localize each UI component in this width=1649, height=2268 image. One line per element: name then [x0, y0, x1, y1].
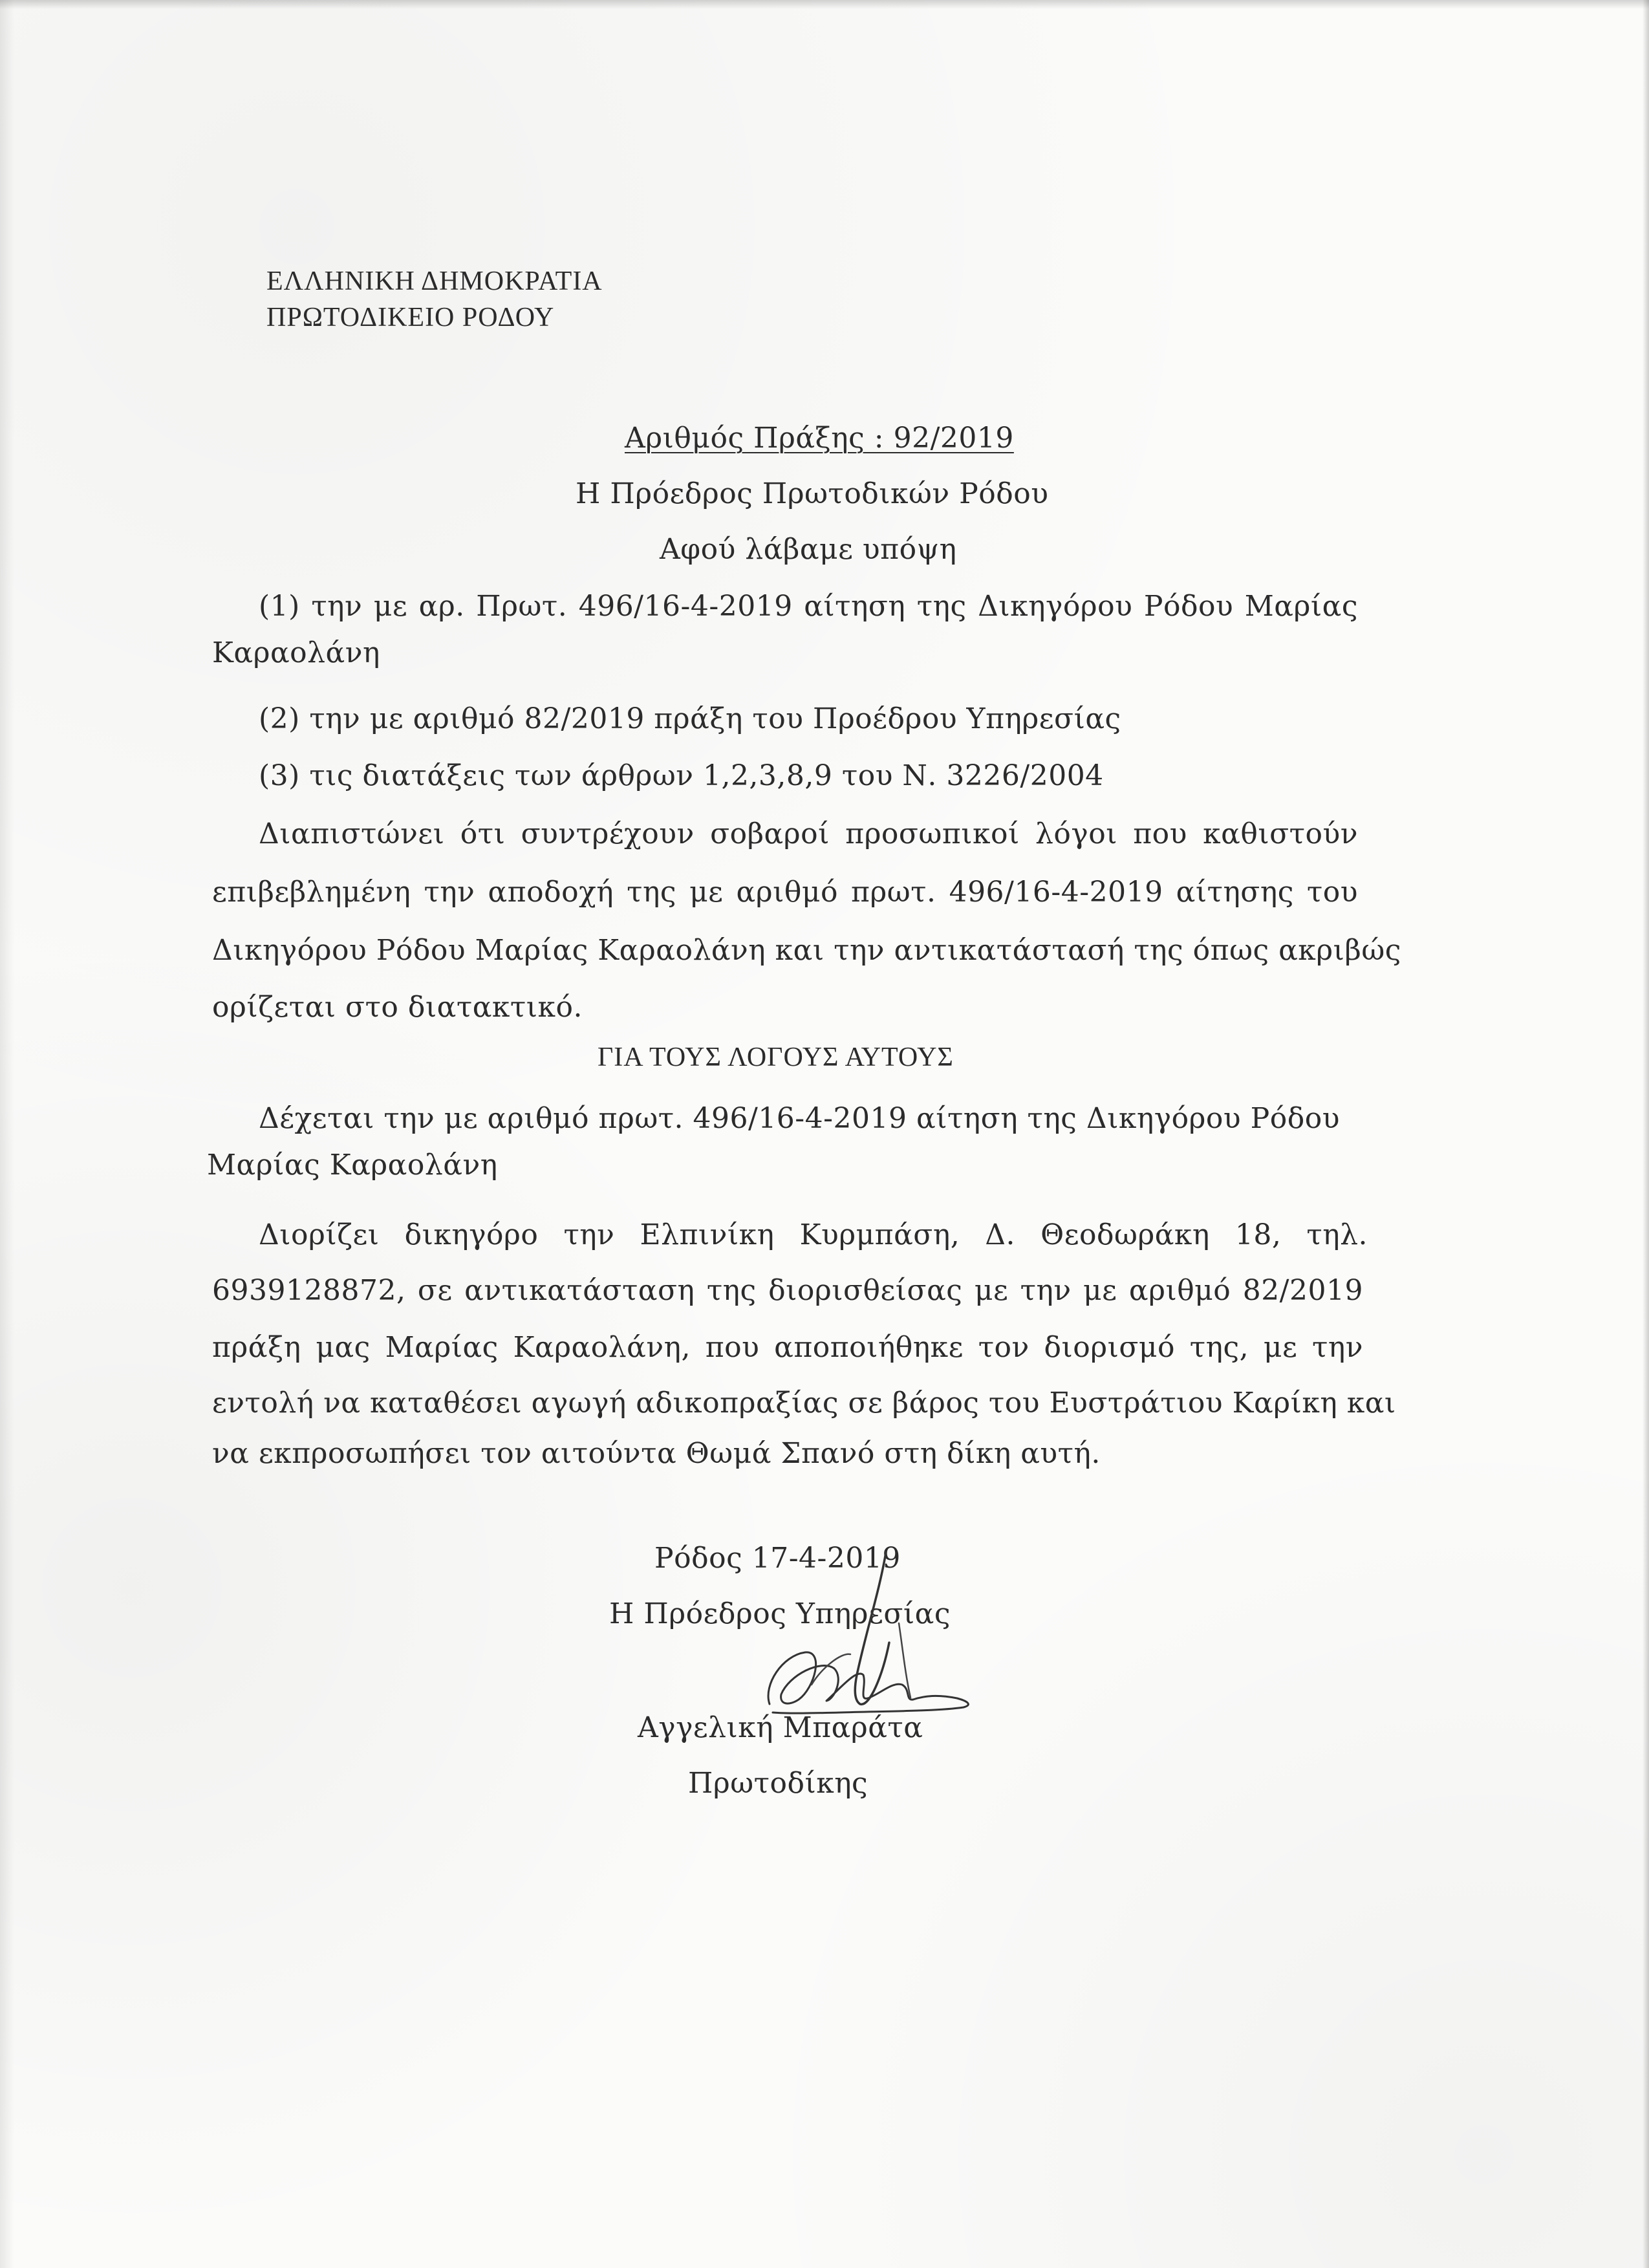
accepts-line-1: Δέχεται την με αριθμό πρωτ. 496/16-4-2019 αίτηση της Δικηγόρου Ρόδου	[259, 1102, 1340, 1135]
appoints-line-5: να εκπροσωπήσει τον αιτούντα Θωμά Σπανό στη δίκη αυτή.	[212, 1437, 1101, 1470]
appoints-line-2: 6939128872, σε αντικατάσταση της διορισθείσας με την με αριθμό 82/2019	[212, 1274, 1363, 1307]
item-3: (3) τις διατάξεις των άρθρων 1,2,3,8,9 του Ν. 3226/2004	[259, 759, 1104, 792]
item-2: (2) την με αριθμό 82/2019 πράξη του Προέδρου Υπηρεσίας	[259, 702, 1121, 735]
signatory-role: Η Πρόεδρος Υπηρεσίας	[609, 1597, 951, 1630]
finding-line-3: Δικηγόρου Ρόδου Μαρίας Καραολάνη και την αντικατάστασή της όπως ακριβώς	[212, 934, 1401, 967]
finding-line-4: ορίζεται στο διατακτικό.	[212, 991, 583, 1024]
handwritten-signature	[744, 1546, 989, 1733]
item-1-line-1: (1) την με αρ. Πρωτ. 496/16-4-2019 αίτηση της Δικηγόρου Ρόδου Μαρίας	[259, 590, 1358, 623]
header-republic: ΕΛΛΗΝΙΚΗ ΔΗΜΟΚΡΑΤΙΑ	[266, 266, 603, 296]
considering-heading: Αφού λάβαμε υπόψη	[660, 533, 957, 566]
act-number: Αριθμός Πράξης : 92/2019	[625, 422, 1014, 455]
finding-line-1: Διαπιστώνει ότι συντρέχουν σοβαροί προσωπικοί λόγοι που καθιστούν	[259, 817, 1358, 850]
appoints-line-3: πράξη μας Μαρίας Καραολάνη, που αποποιήθηκε τον διορισμό της, με την	[212, 1331, 1363, 1364]
item-1-line-2: Καραολάνη	[212, 636, 380, 669]
reasons-heading: ΓΙΑ ΤΟΥΣ ΛΟΓΟΥΣ ΑΥΤΟΥΣ	[598, 1042, 954, 1072]
appoints-line-4: εντολή να καταθέσει αγωγή αδικοπραξίας σε βάρος του Ευστράτιου Καρίκη και	[212, 1387, 1396, 1420]
finding-line-2: επιβεβλημένη την αποδοχή της με αριθμό πρωτ. 496/16-4-2019 αίτησης του	[212, 876, 1358, 909]
president-heading: Η Πρόεδρος Πρωτοδικών Ρόδου	[576, 477, 1049, 510]
signatory-name: Αγγελική Μπαράτα	[638, 1711, 923, 1744]
signatory-title: Πρωτοδίκης	[688, 1767, 868, 1800]
header-court: ΠΡΩΤΟΔΙΚΕΙΟ ΡΟΔΟΥ	[266, 303, 555, 332]
place-date: Ρόδος 17-4-2019	[654, 1542, 901, 1575]
accepts-line-2: Μαρίας Καραολάνη	[207, 1149, 498, 1182]
appoints-line-1: Διορίζει δικηγόρο την Ελπινίκη Κυρμπάση, Δ. Θεοδωράκη 18, τηλ.	[259, 1218, 1368, 1251]
